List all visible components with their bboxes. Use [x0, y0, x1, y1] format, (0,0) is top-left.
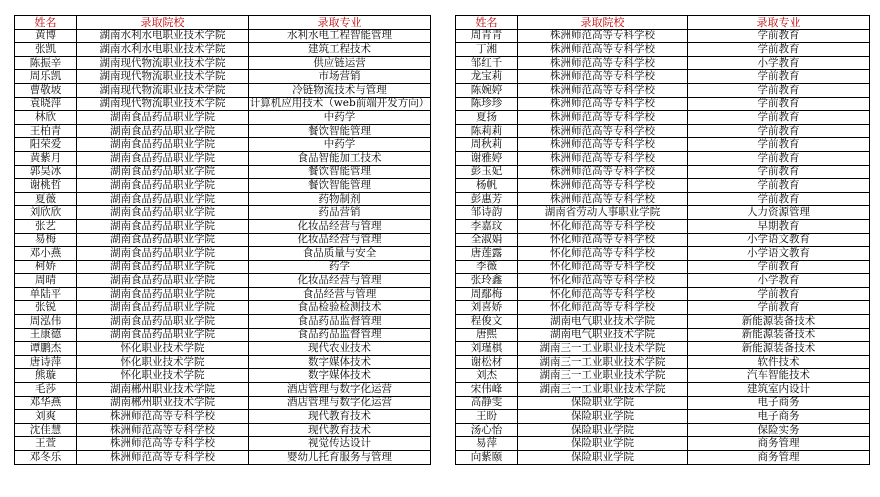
- student-name: 曹敬坡: [15, 83, 77, 97]
- student-name: 柯娇: [15, 260, 77, 274]
- admitted-school: 湖南省劳动人事职业学院: [518, 206, 688, 220]
- student-name: 黄博: [15, 29, 77, 43]
- admitted-school: 株洲师范高等专科学校: [77, 410, 249, 424]
- admitted-school: 湖南食品药品职业学院: [77, 151, 249, 165]
- admitted-major: 软件技术: [688, 355, 870, 369]
- table-row: [456, 29, 870, 43]
- admitted-school: 株洲师范高等专科学校: [518, 138, 688, 152]
- admitted-school: 湖南食品药品职业学院: [77, 124, 249, 138]
- admitted-major: 婴幼儿托育服务与管理: [249, 451, 431, 465]
- admitted-school: 湖南三一工业职业技术学院: [518, 355, 688, 369]
- table-row: [456, 423, 870, 437]
- admitted-major: 餐饮智能管理: [249, 165, 431, 179]
- header-school: 录取院校: [77, 16, 249, 30]
- admitted-school: 湖南郴州职业技术学院: [77, 383, 249, 397]
- admitted-major: 商务管理: [688, 451, 870, 465]
- admitted-school: 湖南食品药品职业学院: [77, 328, 249, 342]
- admitted-major: 学前教育: [688, 260, 870, 274]
- student-name: 谭鹏杰: [15, 342, 77, 356]
- student-name: 刘杰: [456, 369, 518, 383]
- admitted-school: 湖南三一工业职业技术学院: [518, 383, 688, 397]
- table-row: [456, 70, 870, 84]
- admitted-major: 小学教育: [688, 274, 870, 288]
- table-row: [15, 369, 431, 383]
- table-row: [15, 260, 431, 274]
- admitted-school: 湖南现代物流职业技术学院: [77, 97, 249, 111]
- table-row: [456, 260, 870, 274]
- table-row: [456, 124, 870, 138]
- admitted-major: 电子商务: [688, 396, 870, 410]
- table-row: [456, 219, 870, 233]
- table-row: [456, 138, 870, 152]
- admitted-major: 新能源装备技术: [688, 315, 870, 329]
- admitted-major: 冷链物流技术与管理: [249, 83, 431, 97]
- admitted-school: 湖南三一工业职业技术学院: [518, 369, 688, 383]
- student-name: 向紫颐: [456, 451, 518, 465]
- table-row: [456, 247, 870, 261]
- student-name: 张玲鑫: [456, 274, 518, 288]
- student-name: 林欣: [15, 111, 77, 125]
- admitted-school: 湖南现代物流职业技术学院: [77, 56, 249, 70]
- student-name: 张艺: [15, 219, 77, 233]
- table-row: [456, 192, 870, 206]
- admitted-school: 湖南现代物流职业技术学院: [77, 70, 249, 84]
- admitted-major: 新能源装备技术: [688, 342, 870, 356]
- admitted-major: 食品经营与管理: [249, 287, 431, 301]
- student-name: 陈珍珍: [456, 97, 518, 111]
- table-row: [456, 151, 870, 165]
- table-row: [15, 396, 431, 410]
- admitted-major: 酒店管理与数字化运营: [249, 383, 431, 397]
- admitted-major: 药学: [249, 260, 431, 274]
- admitted-major: 建筑室内设计: [688, 383, 870, 397]
- admitted-school: 保险职业学院: [518, 396, 688, 410]
- table-row: [15, 315, 431, 329]
- student-name: 陈婉婷: [456, 83, 518, 97]
- student-name: 彭玉妃: [456, 165, 518, 179]
- table-row: [15, 111, 431, 125]
- admitted-major: 学前教育: [688, 124, 870, 138]
- admitted-school: 株洲师范高等专科学校: [518, 97, 688, 111]
- admitted-major: 保险实务: [688, 423, 870, 437]
- admitted-major: 建筑工程技术: [249, 43, 431, 57]
- admitted-school: 湖南食品药品职业学院: [77, 138, 249, 152]
- admitted-school: 湖南电气职业技术学院: [518, 328, 688, 342]
- admitted-school: 株洲师范高等专科学校: [77, 437, 249, 451]
- table-row: [456, 342, 870, 356]
- student-name: 高静雯: [456, 396, 518, 410]
- admitted-school: 湖南食品药品职业学院: [77, 233, 249, 247]
- admitted-major: 小学教育: [688, 56, 870, 70]
- admitted-school: 株洲师范高等专科学校: [518, 151, 688, 165]
- admitted-school: 株洲师范高等专科学校: [77, 423, 249, 437]
- student-name: 周鄢梅: [456, 287, 518, 301]
- admitted-school: 株洲师范高等专科学校: [518, 124, 688, 138]
- table-row: [15, 206, 431, 220]
- table-row: [456, 328, 870, 342]
- student-name: 程俊文: [456, 315, 518, 329]
- admitted-major: 新能源装备技术: [688, 328, 870, 342]
- admitted-major: 市场营销: [249, 70, 431, 84]
- table-row: [15, 138, 431, 152]
- table-row: [15, 355, 431, 369]
- table-row: [456, 287, 870, 301]
- table-row: [15, 97, 431, 111]
- admitted-school: 湖南水利水电职业技术学院: [77, 43, 249, 57]
- admitted-major: 中药学: [249, 138, 431, 152]
- admitted-school: 保险职业学院: [518, 423, 688, 437]
- admitted-major: 酒店管理与数字化运营: [249, 396, 431, 410]
- table-row: [15, 328, 431, 342]
- table-row: [15, 29, 431, 43]
- table-row: [15, 165, 431, 179]
- table-row: [15, 437, 431, 451]
- table-row: [15, 179, 431, 193]
- table-row: [15, 83, 431, 97]
- student-name: 陈振辛: [15, 56, 77, 70]
- admitted-major: 汽车智能技术: [688, 369, 870, 383]
- admitted-school: 湖南食品药品职业学院: [77, 219, 249, 233]
- admitted-major: 化妆品经营与管理: [249, 233, 431, 247]
- admitted-school: 湖南食品药品职业学院: [77, 301, 249, 315]
- admitted-school: 湖南食品药品职业学院: [77, 315, 249, 329]
- student-name: 刘欣欣: [15, 206, 77, 220]
- admitted-major: 现代教育技术: [249, 423, 431, 437]
- admitted-major: 餐饮智能管理: [249, 179, 431, 193]
- admitted-major: 学前教育: [688, 179, 870, 193]
- admitted-major: 学前教育: [688, 165, 870, 179]
- table-row: [456, 451, 870, 465]
- admitted-school: 湖南现代物流职业技术学院: [77, 83, 249, 97]
- student-name: 唐熙: [456, 328, 518, 342]
- admitted-major: 数字媒体技术: [249, 369, 431, 383]
- admitted-major: 水利水电工程智能管理: [249, 29, 431, 43]
- table-row: [15, 342, 431, 356]
- admitted-major: 学前教育: [688, 43, 870, 57]
- student-name: 邓小燕: [15, 247, 77, 261]
- admitted-school: 怀化师范高等专科学校: [518, 301, 688, 315]
- admitted-major: 学前教育: [688, 138, 870, 152]
- table-row: [456, 56, 870, 70]
- student-name: 邹红千: [456, 56, 518, 70]
- admitted-school: 湖南食品药品职业学院: [77, 247, 249, 261]
- admitted-school: 株洲师范高等专科学校: [518, 29, 688, 43]
- admitted-school: 怀化职业技术学院: [77, 369, 249, 383]
- table-row: [15, 383, 431, 397]
- admitted-school: 株洲师范高等专科学校: [518, 111, 688, 125]
- table-row: [15, 43, 431, 57]
- admitted-school: 湖南食品药品职业学院: [77, 260, 249, 274]
- header-name: 姓名: [15, 16, 77, 30]
- admitted-major: 学前教育: [688, 97, 870, 111]
- student-name: 王盼: [456, 410, 518, 424]
- student-name: 全淑娟: [456, 233, 518, 247]
- student-name: 周乐凯: [15, 70, 77, 84]
- admitted-major: 小学语文教育: [688, 247, 870, 261]
- admitted-school: 湖南食品药品职业学院: [77, 179, 249, 193]
- admitted-major: 人力资源管理: [688, 206, 870, 220]
- student-name: 王康德: [15, 328, 77, 342]
- admitted-school: 怀化师范高等专科学校: [518, 247, 688, 261]
- table-row: [456, 83, 870, 97]
- student-name: 周秋莉: [456, 138, 518, 152]
- student-name: 袁晓萍: [15, 97, 77, 111]
- student-name: 汤心怡: [456, 423, 518, 437]
- admitted-school: 株洲师范高等专科学校: [518, 43, 688, 57]
- student-name: 刘爽: [15, 410, 77, 424]
- admitted-major: 小学语文教育: [688, 233, 870, 247]
- admitted-major: 中药学: [249, 111, 431, 125]
- admitted-major: 食品药品监督管理: [249, 315, 431, 329]
- admitted-major: 数字媒体技术: [249, 355, 431, 369]
- admitted-school: 株洲师范高等专科学校: [518, 179, 688, 193]
- header-school: 录取院校: [518, 16, 688, 30]
- student-name: 周泓伟: [15, 315, 77, 329]
- table-row: [456, 206, 870, 220]
- table-row: [456, 43, 870, 57]
- student-name: 夏薇: [15, 192, 77, 206]
- student-name: 唐莲露: [456, 247, 518, 261]
- table-row: [15, 287, 431, 301]
- admitted-school: 株洲师范高等专科学校: [518, 192, 688, 206]
- admitted-major: 食品智能加工技术: [249, 151, 431, 165]
- table-row: [456, 179, 870, 193]
- admitted-school: 株洲师范高等专科学校: [518, 165, 688, 179]
- header-row: [15, 16, 431, 30]
- table-row: [15, 219, 431, 233]
- admitted-school: 湖南食品药品职业学院: [77, 192, 249, 206]
- student-name: 毛莎: [15, 383, 77, 397]
- table-row: [15, 301, 431, 315]
- table-row: [456, 369, 870, 383]
- admitted-school: 湖南食品药品职业学院: [77, 165, 249, 179]
- student-name: 刘喜娇: [456, 301, 518, 315]
- student-name: 张锐: [15, 301, 77, 315]
- admitted-major: 药品营销: [249, 206, 431, 220]
- table-row: [456, 315, 870, 329]
- table-row: [15, 451, 431, 465]
- table-row: [456, 410, 870, 424]
- student-name: 宋伟峰: [456, 383, 518, 397]
- admitted-school: 湖南食品药品职业学院: [77, 274, 249, 288]
- table-row: [456, 396, 870, 410]
- admitted-school: 湖南食品药品职业学院: [77, 287, 249, 301]
- admission-table-right: [455, 15, 870, 465]
- header-major: 录取专业: [688, 16, 870, 30]
- table-row: [456, 97, 870, 111]
- admitted-school: 保险职业学院: [518, 410, 688, 424]
- student-name: 谢松材: [456, 355, 518, 369]
- student-name: 郭昊冰: [15, 165, 77, 179]
- admitted-major: 学前教育: [688, 29, 870, 43]
- admitted-school: 怀化师范高等专科学校: [518, 287, 688, 301]
- admitted-major: 化妆品经营与管理: [249, 274, 431, 288]
- student-name: 易梅: [15, 233, 77, 247]
- table-row: [456, 437, 870, 451]
- table-row: [456, 383, 870, 397]
- admitted-major: 食品药品监督管理: [249, 328, 431, 342]
- admitted-major: 早期教育: [688, 219, 870, 233]
- student-name: 阳荣爱: [15, 138, 77, 152]
- admitted-school: 湖南食品药品职业学院: [77, 206, 249, 220]
- student-name: 陈莉莉: [456, 124, 518, 138]
- table-row: [15, 192, 431, 206]
- admitted-major: 学前教育: [688, 287, 870, 301]
- student-name: 唐诗萍: [15, 355, 77, 369]
- admitted-major: 食品质量与安全: [249, 247, 431, 261]
- admitted-school: 保险职业学院: [518, 437, 688, 451]
- admitted-school: 株洲师范高等专科学校: [77, 451, 249, 465]
- student-name: 丁湘: [456, 43, 518, 57]
- student-name: 易萍: [456, 437, 518, 451]
- table-row: [456, 165, 870, 179]
- student-name: 王萱: [15, 437, 77, 451]
- table-row: [456, 111, 870, 125]
- student-name: 彭惠芳: [456, 192, 518, 206]
- table-row: [15, 70, 431, 84]
- student-name: 夏扬: [456, 111, 518, 125]
- student-name: 张凯: [15, 43, 77, 57]
- admitted-major: 学前教育: [688, 151, 870, 165]
- student-name: 沈佳慧: [15, 423, 77, 437]
- admitted-school: 湖南食品药品职业学院: [77, 111, 249, 125]
- table-row: [15, 423, 431, 437]
- student-name: 单陆平: [15, 287, 77, 301]
- admitted-major: 学前教育: [688, 83, 870, 97]
- table-row: [15, 124, 431, 138]
- header-name: 姓名: [456, 16, 518, 30]
- student-name: 邹诗韵: [456, 206, 518, 220]
- admitted-school: 怀化职业技术学院: [77, 342, 249, 356]
- table-row: [456, 355, 870, 369]
- student-name: 谢桃哲: [15, 179, 77, 193]
- student-name: 杨帆: [456, 179, 518, 193]
- admitted-major: 化妆品经营与管理: [249, 219, 431, 233]
- student-name: 周青青: [456, 29, 518, 43]
- table-row: [15, 274, 431, 288]
- admitted-major: 供应链运营: [249, 56, 431, 70]
- admitted-major: 餐饮智能管理: [249, 124, 431, 138]
- admitted-school: 怀化师范高等专科学校: [518, 274, 688, 288]
- admitted-school: 株洲师范高等专科学校: [518, 83, 688, 97]
- table-row: [456, 274, 870, 288]
- student-name: 邓冬乐: [15, 451, 77, 465]
- student-name: 王柏青: [15, 124, 77, 138]
- admitted-major: 计算机应用技术（web前端开发方向）: [249, 97, 430, 110]
- header-major: 录取专业: [249, 16, 431, 30]
- admission-table-left: [14, 15, 431, 465]
- admitted-school: 株洲师范高等专科学校: [518, 56, 688, 70]
- admitted-major: 学前教育: [688, 192, 870, 206]
- student-name: 刘瑾棋: [456, 342, 518, 356]
- admitted-major: 现代教育技术: [249, 410, 431, 424]
- table-row: [15, 56, 431, 70]
- admitted-major: 视觉传达设计: [249, 437, 431, 451]
- admitted-major: 电子商务: [688, 410, 870, 424]
- admitted-school: 保险职业学院: [518, 451, 688, 465]
- header-row: [456, 16, 870, 30]
- admitted-major: 学前教育: [688, 111, 870, 125]
- admitted-major: 学前教育: [688, 301, 870, 315]
- student-name: 龙宝莉: [456, 70, 518, 84]
- admitted-school: 怀化师范高等专科学校: [518, 260, 688, 274]
- admitted-school: 湖南水利水电职业技术学院: [77, 29, 249, 43]
- admitted-major: 学前教育: [688, 70, 870, 84]
- table-row: [15, 247, 431, 261]
- table-row: [456, 301, 870, 315]
- admitted-school: 湖南郴州职业技术学院: [77, 396, 249, 410]
- admitted-school: 怀化职业技术学院: [77, 355, 249, 369]
- admitted-major: 商务管理: [688, 437, 870, 451]
- table-row: [15, 233, 431, 247]
- student-name: 邓华燕: [15, 396, 77, 410]
- table-row: [15, 410, 431, 424]
- admitted-school: 株洲师范高等专科学校: [518, 70, 688, 84]
- admitted-school: 湖南三一工业职业技术学院: [518, 342, 688, 356]
- admitted-major: 食品检验检测技术: [249, 301, 431, 315]
- admitted-school: 湖南电气职业技术学院: [518, 315, 688, 329]
- student-name: 周晴: [15, 274, 77, 288]
- student-name: 黄紫月: [15, 151, 77, 165]
- admitted-major: 现代农业技术: [249, 342, 431, 356]
- student-name: 熊璇: [15, 369, 77, 383]
- admitted-school: 怀化师范高等专科学校: [518, 233, 688, 247]
- admitted-school: 怀化师范高等专科学校: [518, 219, 688, 233]
- admitted-major: 药物制剂: [249, 192, 431, 206]
- table-row: [456, 233, 870, 247]
- student-name: 李嘉玟: [456, 219, 518, 233]
- student-name: 谢雅婷: [456, 151, 518, 165]
- student-name: 李薇: [456, 260, 518, 274]
- table-row: [15, 151, 431, 165]
